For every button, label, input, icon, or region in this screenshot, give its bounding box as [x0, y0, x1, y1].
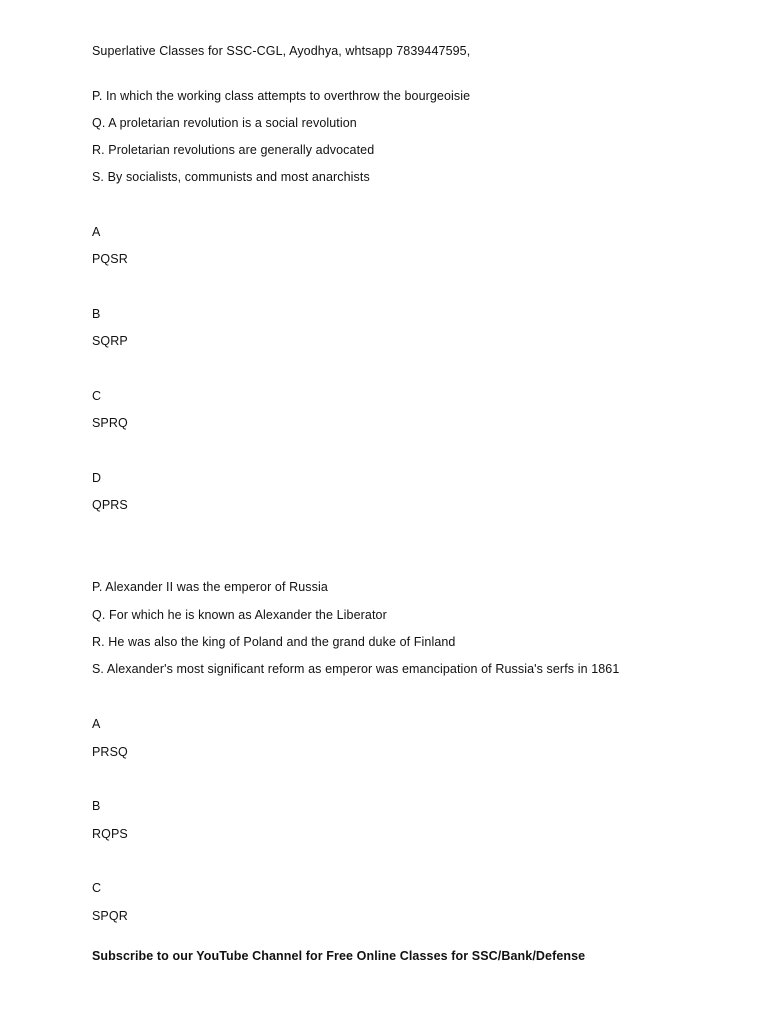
q2-sentence-s: S. Alexander's most significant reform as emperor was emancipation of Russia's serfs in 1861	[92, 662, 620, 676]
q1-option-c-letter: C	[92, 389, 102, 403]
q2-sentence-p: P. Alexander II was the emperor of Russia	[92, 580, 328, 594]
q2-option-c-letter: C	[92, 881, 102, 895]
q2-sentence-r: R. He was also the king of Poland and the grand duke of Finland	[92, 635, 456, 649]
q1-option-a-letter: A	[92, 225, 101, 239]
q1-sentence-q: Q. A proletarian revolution is a social revolution	[92, 116, 357, 130]
q2-option-a-answer: PRSQ	[92, 745, 128, 759]
q1-option-d-answer: QPRS	[92, 498, 128, 512]
q2-option-c-answer: SPQR	[92, 909, 128, 923]
footer-subscribe-text: Subscribe to our YouTube Channel for Free Online Classes for SSC/Bank/Defense	[92, 949, 586, 963]
q1-option-b-letter: B	[92, 307, 101, 321]
q1-option-d-letter: D	[92, 471, 102, 485]
q2-option-b-letter: B	[92, 799, 101, 813]
header-text: Superlative Classes for SSC-CGL, Ayodhya, whtsapp 7839447595,	[92, 44, 471, 58]
q1-option-b-answer: SQRP	[92, 334, 128, 348]
q1-sentence-s: S. By socialists, communists and most anarchists	[92, 170, 370, 184]
q2-option-b-answer: RQPS	[92, 827, 128, 841]
q1-sentence-p: P. In which the working class attempts to overthrow the bourgeoisie	[92, 89, 471, 103]
q1-option-a-answer: PQSR	[92, 252, 128, 266]
q1-option-c-answer: SPRQ	[92, 416, 128, 430]
q2-sentence-q: Q. For which he is known as Alexander the Liberator	[92, 608, 387, 622]
q1-sentence-r: R. Proletarian revolutions are generally advocated	[92, 143, 375, 157]
q2-option-a-letter: A	[92, 717, 101, 731]
